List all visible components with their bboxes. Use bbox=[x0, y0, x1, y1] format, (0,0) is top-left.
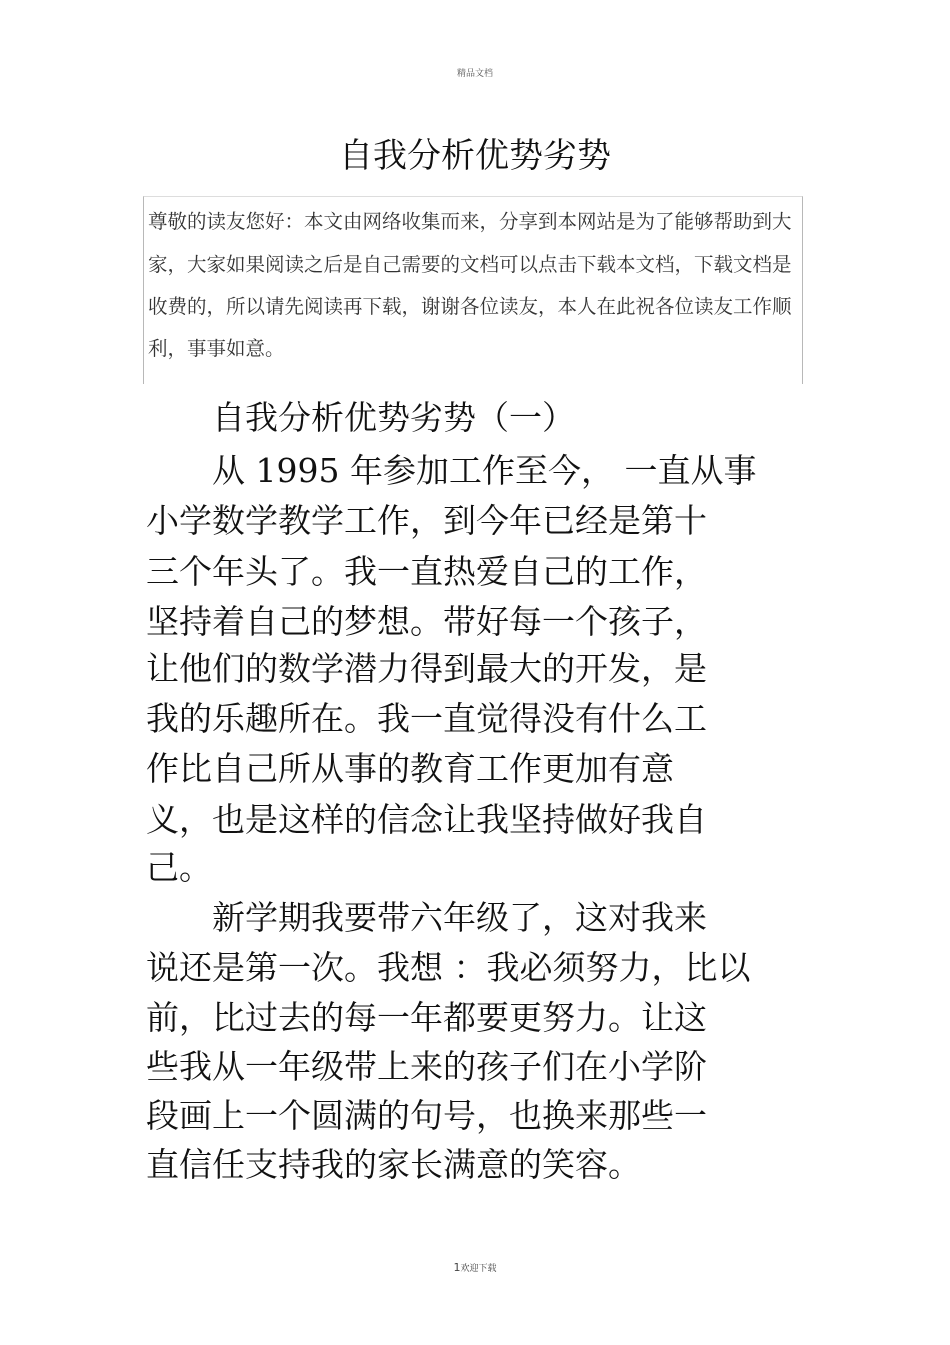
page-number: 1 bbox=[453, 1261, 461, 1274]
body-paragraph-line: 坚持着自己的梦想。带好每一个孩子， bbox=[146, 602, 707, 641]
notice-line: 家，大家如果阅读之后是自己需要的文档可以点击下载本文档，下载文档是 bbox=[148, 253, 792, 276]
body-paragraph-line: 作比自己所从事的教育工作更加有意 bbox=[146, 749, 674, 788]
page-footer bbox=[0, 1261, 950, 1274]
notice-line: 尊敬的读友您好：本文由网络收集而来，分享到本网站是为了能够帮助到大 bbox=[148, 210, 792, 233]
body-paragraph-line: 直信任支持我的家长满意的笑容。 bbox=[146, 1145, 641, 1184]
body-paragraph-line: 前，比过去的每一年都要更努力。让这 bbox=[146, 998, 707, 1037]
notice-line: 利，事事如意。 bbox=[148, 337, 285, 360]
footer-watermark: 欢迎下载 bbox=[460, 1264, 497, 1274]
body-paragraph-line: 从 1995 年参加工作至今， 一直从事 bbox=[146, 451, 757, 490]
reader-notice-box bbox=[143, 196, 803, 384]
body-paragraph-line: 我的乐趣所在。我一直觉得没有什么工 bbox=[146, 699, 707, 738]
body-paragraph-line: 让他们的数学潜力得到最大的开发，是 bbox=[146, 649, 707, 688]
body-paragraph-line: 新学期我要带六年级了，这对我来 bbox=[146, 898, 707, 937]
body-paragraph-line: 三个年头了。我一直热爱自己的工作， bbox=[146, 552, 707, 591]
body-paragraph-line: 小学数学教学工作，到今年已经是第十 bbox=[146, 501, 707, 540]
header-watermark: 精品文档 bbox=[456, 69, 493, 79]
body-paragraph-line: 段画上一个圆满的句号，也换来那些一 bbox=[146, 1096, 707, 1135]
body-paragraph-line: 些我从一年级带上来的孩子们在小学阶 bbox=[146, 1047, 707, 1086]
section-heading: 自我分析优势劣势（一） bbox=[146, 398, 575, 437]
notice-line: 收费的，所以请先阅读再下载，谢谢各位读友，本人在此祝各位读友工作顺 bbox=[148, 295, 792, 318]
body-paragraph-line: 说还是第一次。我想 ：我必须努力，比以 bbox=[146, 948, 751, 987]
body-paragraph-line: 己。 bbox=[146, 848, 212, 887]
page-title: 自我分析优势劣势 bbox=[339, 136, 611, 176]
body-paragraph-line: 义，也是这样的信念让我坚持做好我自 bbox=[146, 800, 707, 839]
